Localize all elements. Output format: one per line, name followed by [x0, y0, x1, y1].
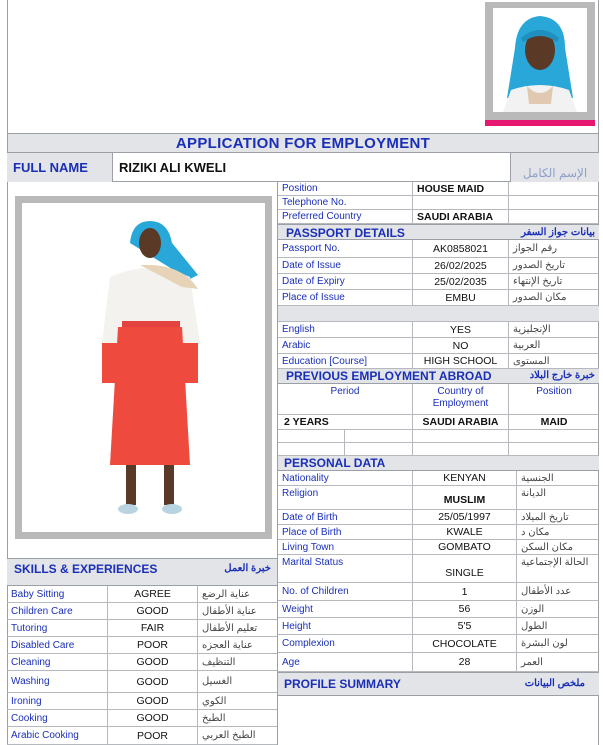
row-label: Position [282, 183, 318, 194]
row-value: 5'5 [412, 618, 516, 634]
table-row [278, 322, 599, 338]
full-name-arabic: الإسم الكامل [522, 166, 588, 180]
prev-employment-empty-rows [278, 430, 599, 456]
table-row [278, 601, 599, 618]
row-arabic: مكان د [516, 525, 599, 539]
table-row [278, 510, 599, 525]
skill-label: Children Care [11, 605, 73, 617]
row-label: Date of Expiry [282, 276, 345, 287]
skill-label: Disabled Care [11, 639, 75, 651]
row-value: KENYAN [412, 471, 516, 485]
table-row [278, 240, 599, 258]
row-label: Nationality [282, 472, 329, 484]
row-arabic: تاريخ الإنتهاء [508, 274, 599, 289]
prev-employment-row [278, 415, 599, 430]
prev-position: MAID [508, 415, 599, 430]
row-label: Marital Status [282, 557, 344, 568]
row-value: 1 [412, 583, 516, 600]
skill-value: POOR [107, 727, 197, 744]
row-arabic: العمر [516, 653, 599, 671]
row-label: Height [282, 620, 311, 632]
skill-label: Cooking [11, 712, 48, 724]
full-name-label: FULL NAME [13, 160, 88, 175]
row-value: EMBU [412, 290, 508, 305]
table-row [7, 693, 277, 710]
row-label: Telephone No. [282, 197, 347, 208]
skill-arabic: عناية الرضع [197, 586, 277, 602]
title-bar [7, 133, 599, 153]
skills-table [7, 586, 277, 745]
row-arabic: المستوى [508, 354, 599, 368]
skill-value: GOOD [107, 654, 197, 670]
table-row [278, 290, 599, 306]
table-row [7, 637, 277, 654]
full-name-row [7, 153, 599, 182]
row-label: Age [282, 656, 300, 668]
row-label: Date of Issue [282, 260, 341, 271]
prev-country: SAUDI ARABIA [412, 415, 508, 430]
row-value: NO [412, 338, 508, 353]
row-label: No. of Children [282, 586, 349, 597]
table-row [278, 525, 599, 540]
row-arabic: مكان الصدور [508, 290, 599, 305]
col-country: Country of Employment [412, 384, 508, 415]
row-label: Education [Course] [282, 355, 368, 367]
row-value: YES [412, 322, 508, 337]
skill-value: GOOD [107, 671, 197, 692]
skill-arabic: التنظيف [197, 654, 277, 670]
row-label: Arabic [282, 340, 311, 351]
table-row [278, 555, 599, 583]
skill-arabic: الكوي [197, 693, 277, 709]
row-value: AK0858021 [412, 240, 508, 257]
skill-value: AGREE [107, 586, 197, 602]
applicant-full-body-icon [22, 203, 265, 532]
passport-arabic: بيانات جواز السفر [521, 227, 595, 238]
table-row [278, 635, 599, 653]
row-label: Weight [282, 603, 313, 615]
table-row [278, 274, 599, 290]
row-arabic: لون البشرة [516, 635, 599, 652]
skill-value: GOOD [107, 710, 197, 726]
skill-value: POOR [107, 637, 197, 653]
passport-photo [485, 2, 595, 126]
full-body-photo [15, 196, 272, 539]
table-row [278, 618, 599, 635]
row-label: English [282, 324, 315, 335]
table-row [278, 196, 599, 210]
skill-arabic: الطبخ العربي [197, 727, 277, 744]
row-arabic: الطول [516, 618, 599, 634]
row-value: 56 [412, 601, 516, 617]
table-row [278, 540, 599, 555]
applicant-headshot-icon [493, 8, 587, 112]
row-arabic: رقم الجواز [508, 240, 599, 257]
row-arabic [508, 196, 599, 209]
row-value: 28 [412, 653, 516, 671]
personal-title: PERSONAL DATA [284, 456, 386, 470]
skill-arabic: الطبخ [197, 710, 277, 726]
row-label: Preferred Country [282, 211, 362, 222]
skills-title: SKILLS & EXPERIENCES [14, 562, 158, 576]
row-label: Passport No. [282, 243, 340, 254]
prev-employment-arabic: خبرة خارج البلاد [529, 370, 595, 381]
row-value: MUSLIM [412, 486, 516, 509]
skill-arabic: تعليم الأطفال [197, 620, 277, 636]
passport-header [278, 224, 599, 240]
profile-summary-header [278, 672, 599, 696]
table-row [278, 210, 599, 224]
skill-label: Ironing [11, 695, 42, 707]
row-arabic: الإنجليزية [508, 322, 599, 337]
row-label: Place of Birth [282, 526, 342, 538]
table-row [7, 671, 277, 693]
page-title: APPLICATION FOR EMPLOYMENT [175, 134, 431, 152]
table-row [7, 603, 277, 620]
row-arabic [508, 182, 599, 195]
row-arabic: مكان السكن [516, 540, 599, 554]
table-row [7, 710, 277, 727]
row-arabic: تاريخ الصدور [508, 258, 599, 273]
table-row [278, 182, 599, 196]
profile-summary-title: PROFILE SUMMARY [284, 677, 401, 691]
table-row [278, 583, 599, 601]
table-row [278, 486, 599, 510]
skill-value: GOOD [107, 603, 197, 619]
row-arabic [508, 210, 599, 223]
skill-value: FAIR [107, 620, 197, 636]
table-row [278, 471, 599, 486]
row-arabic: الديانة [516, 486, 599, 509]
passport-title: PASSPORT DETAILS [286, 226, 405, 240]
row-arabic: عدد الأطفال [516, 583, 599, 600]
personal-header [278, 456, 599, 471]
skill-arabic: الغسيل [197, 671, 277, 692]
table-row [278, 258, 599, 274]
row-arabic: تاريخ الميلاد [516, 510, 599, 524]
personal-table [278, 471, 599, 672]
row-value: GOMBATO [412, 540, 516, 554]
full-name-value: RIZIKI ALI KWELI [119, 160, 227, 175]
prev-employment-col-headers [278, 384, 599, 415]
table-row [7, 727, 277, 745]
table-row [278, 338, 599, 354]
skill-label: Cleaning [11, 656, 51, 668]
prev-employment-title: PREVIOUS EMPLOYMENT ABROAD [286, 369, 492, 383]
languages-table [278, 322, 599, 369]
table-row [278, 653, 599, 672]
skill-label: Baby Sitting [11, 588, 65, 600]
row-value: HIGH SCHOOL [412, 354, 508, 368]
passport-table [278, 240, 599, 306]
skill-label: Arabic Cooking [11, 730, 79, 741]
row-value: 25/02/2035 [412, 274, 508, 289]
skill-label: Washing [11, 676, 50, 687]
row-value [412, 196, 508, 209]
row-arabic: الوزن [516, 601, 599, 617]
prev-employment-header [278, 369, 599, 384]
skill-arabic: عناية الأطفال [197, 603, 277, 619]
row-label: Date of Birth [282, 511, 338, 523]
row-label: Place of Issue [282, 292, 345, 303]
col-period: Period [330, 386, 360, 397]
skill-arabic: عناية العجزه [197, 637, 277, 653]
row-label: Complexion [282, 638, 335, 649]
row-value: SAUDI ARABIA [412, 210, 508, 223]
row-value: HOUSE MAID [412, 182, 508, 195]
skills-header [7, 558, 277, 586]
row-value: KWALE [412, 525, 516, 539]
skill-label: Tutoring [11, 622, 48, 634]
row-label: Religion [282, 488, 319, 499]
table-row [7, 586, 277, 603]
row-value: SINGLE [412, 555, 516, 582]
col-position: Position [508, 384, 599, 415]
row-arabic: العربية [508, 338, 599, 353]
table-row [7, 620, 277, 637]
prev-period: 2 YEARS [284, 416, 329, 428]
top-info-table [278, 182, 599, 224]
skills-arabic: خبرة العمل [224, 563, 271, 574]
row-label: Living Town [282, 541, 335, 553]
row-arabic: الحالة الإجتماعية [516, 555, 599, 582]
profile-summary-arabic: ملخص البيانات [524, 678, 585, 689]
row-value: 25/05/1997 [412, 510, 516, 524]
row-value: CHOCOLATE [412, 635, 516, 652]
row-arabic: الجنسية [516, 471, 599, 485]
table-row [7, 654, 277, 671]
row-value: 26/02/2025 [412, 258, 508, 273]
table-row [278, 354, 599, 369]
skill-value: GOOD [107, 693, 197, 709]
